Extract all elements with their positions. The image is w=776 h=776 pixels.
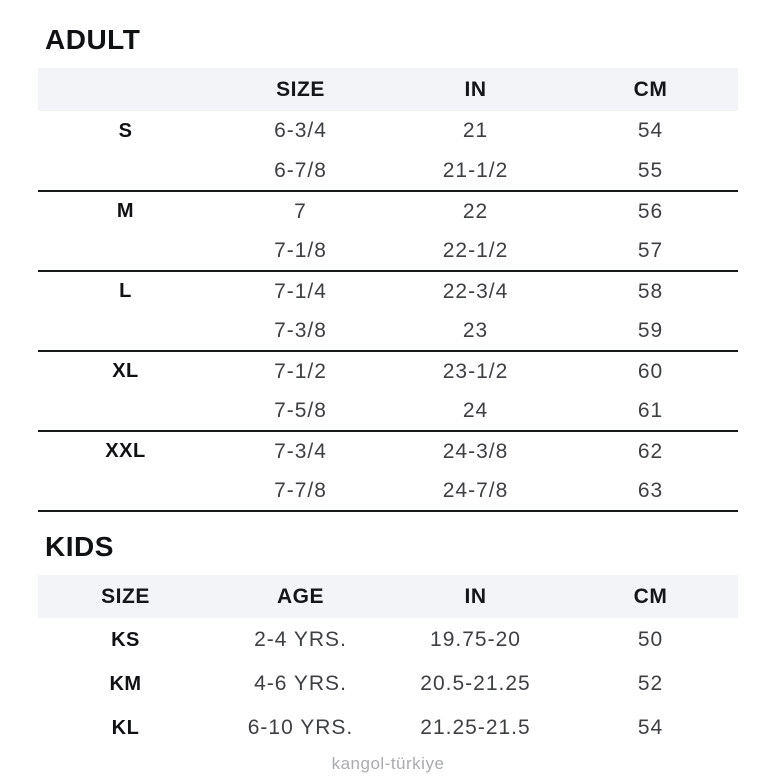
- table-row: [38, 271, 738, 311]
- adult-size-table: [38, 68, 738, 512]
- table-row: [38, 111, 738, 151]
- cell-cm: 61: [563, 391, 738, 431]
- watermark-text: kangol-türkiye: [331, 754, 445, 773]
- column-header-size: SIZE: [101, 584, 150, 608]
- cell-in: 21.25-21.5: [420, 716, 531, 739]
- cell-cm: 60: [637, 359, 664, 383]
- cell-in: 19.75-20: [430, 628, 521, 651]
- cell-cm: 55: [563, 151, 738, 191]
- size-group-label: [38, 391, 213, 431]
- cell-in: 22-1/2: [388, 231, 563, 271]
- cell-cm: 59: [563, 311, 738, 351]
- cell-size: 7-5/8: [213, 391, 388, 431]
- cell-cm: 58: [637, 279, 664, 303]
- column-header-cm: CM: [633, 77, 668, 101]
- table-row: [38, 618, 738, 662]
- column-header-blank: [38, 68, 213, 111]
- cell-size: 6-7/8: [213, 151, 388, 191]
- adult-table-header: [38, 68, 738, 111]
- size-group-label: [38, 231, 213, 271]
- cell-size: 7-1/4: [274, 279, 327, 303]
- kids-size-table: [38, 575, 738, 750]
- size-group-label: [38, 151, 213, 191]
- cell-age: 2-4 YRS.: [254, 628, 347, 651]
- header-row: [38, 68, 738, 111]
- kids-table-header: [38, 575, 738, 618]
- cell-in: 23: [388, 311, 563, 351]
- column-header-size: SIZE: [276, 77, 325, 101]
- kids-size-label: KS: [111, 628, 140, 651]
- cell-cm: 62: [637, 439, 664, 463]
- cell-size: 7-3/4: [274, 439, 327, 463]
- adult-section-title: ADULT: [45, 24, 141, 55]
- kids-size-label: KL: [111, 716, 140, 739]
- cell-cm: 56: [637, 199, 664, 223]
- table-row: [38, 471, 738, 511]
- size-group-label: M: [116, 200, 135, 222]
- cell-in: 24-3/8: [442, 439, 509, 463]
- table-row: [38, 351, 738, 391]
- cell-in: 20.5-21.25: [420, 672, 531, 695]
- cell-age: 4-6 YRS.: [254, 672, 347, 695]
- cell-in: 24-7/8: [388, 471, 563, 511]
- size-group-label: [38, 471, 213, 511]
- table-row: [38, 391, 738, 431]
- table-row: [38, 662, 738, 706]
- column-header-cm: CM: [633, 584, 668, 608]
- cell-size: 7-1/8: [213, 231, 388, 271]
- size-group-label: L: [119, 280, 132, 302]
- cell-in: 21-1/2: [388, 151, 563, 191]
- column-header-in: IN: [464, 77, 487, 101]
- table-row: [38, 311, 738, 351]
- cell-size: 7-1/2: [274, 359, 327, 383]
- size-group-label: XXL: [105, 440, 146, 462]
- cell-size: 7-7/8: [213, 471, 388, 511]
- cell-in: 22: [462, 199, 489, 223]
- cell-cm: 63: [563, 471, 738, 511]
- cell-size: 7-3/8: [213, 311, 388, 351]
- cell-in: 24: [388, 391, 563, 431]
- cell-cm: 50: [637, 628, 664, 651]
- column-header-in: IN: [464, 584, 487, 608]
- cell-cm: 54: [637, 119, 664, 142]
- kids-size-label: KM: [109, 672, 142, 695]
- cell-size: 6-3/4: [274, 119, 327, 142]
- cell-in: 22-3/4: [442, 279, 509, 303]
- cell-cm: 54: [637, 716, 664, 739]
- table-row: [38, 231, 738, 271]
- size-group-label: [38, 311, 213, 351]
- table-row: [38, 151, 738, 191]
- cell-in: 21: [462, 119, 489, 142]
- table-row: [38, 191, 738, 231]
- cell-cm: 52: [637, 672, 664, 695]
- cell-cm: 57: [563, 231, 738, 271]
- size-group-label: XL: [112, 360, 139, 382]
- size-group-label: S: [118, 119, 133, 142]
- header-row: [38, 575, 738, 618]
- cell-size: 7: [294, 199, 307, 223]
- cell-in: 23-1/2: [442, 359, 509, 383]
- column-header-age: AGE: [276, 584, 324, 608]
- table-row: [38, 706, 738, 750]
- cell-age: 6-10 YRS.: [247, 716, 354, 739]
- kids-section-title: KIDS: [45, 531, 114, 562]
- table-row: [38, 431, 738, 471]
